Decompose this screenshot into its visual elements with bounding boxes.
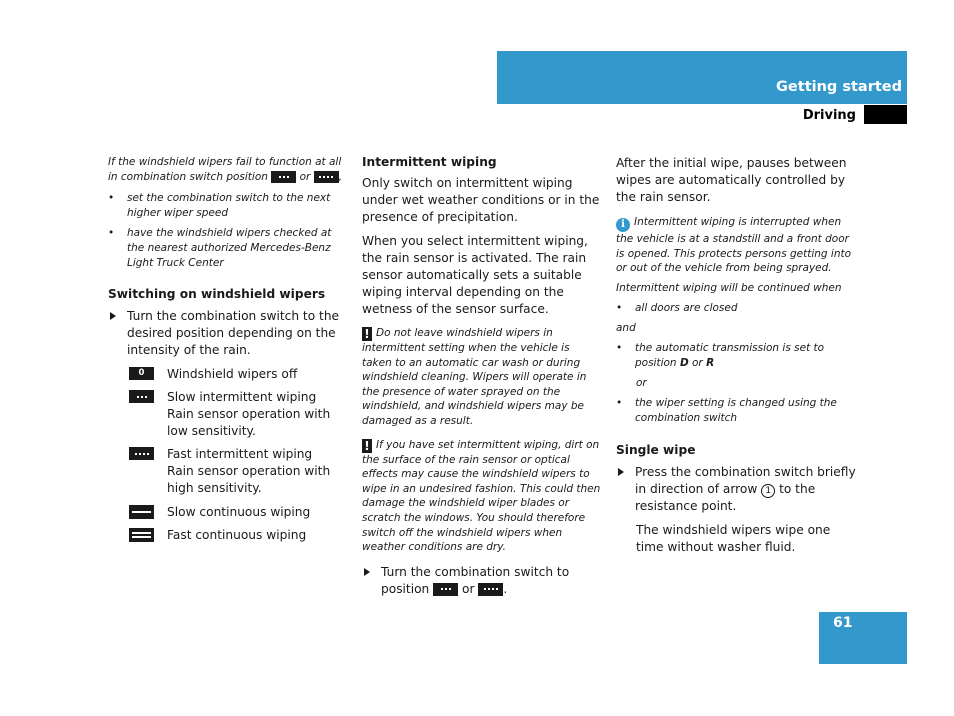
warning-note: ! If you have set intermittent wiping, dirt on the surface of the rain sensor or optical effects may cause the windshield wipers to wipe in an undesired fashion. This could then damage the windshield wiper blades or scratch the windows. You should therefore switch off the windshield wipers when weather conditions are dry. bbox=[362, 438, 601, 554]
instruction-step: Turn the combination switch to the desired position depending on the intensity of the rain. bbox=[108, 308, 346, 359]
slow-intermittent-symbol bbox=[271, 171, 296, 183]
info-note: i Intermittent wiping is interrupted when the vehicle is at a standstill and a front door is opened. This protects persons getting into or out of the vehicle from being sprayed. bbox=[616, 216, 852, 275]
paragraph: When you select intermittent wiping, the rain sensor is activated. The rain sensor automatically sets a suitable wiping interval depending on the wetness of the sensor surface. bbox=[362, 234, 588, 316]
header-band bbox=[497, 51, 907, 104]
column-3 bbox=[616, 155, 856, 556]
column-1 bbox=[108, 155, 346, 544]
position-row: Fast continuous wiping bbox=[108, 527, 346, 544]
note-text: and bbox=[616, 321, 636, 334]
paragraph: Only switch on intermittent wiping under wet weather conditions or in the presence of precipitation. bbox=[362, 176, 600, 224]
arrow-number-icon: 1 bbox=[761, 484, 775, 498]
position-row: Slow intermittent wiping Rain sensor operation with low sensitivity. bbox=[108, 389, 346, 440]
list-item: • the wiper setting is changed using the combination switch bbox=[616, 396, 856, 426]
subsection-title: Driving bbox=[802, 108, 856, 123]
instruction-step: Press the combination switch briefly in direction of arrow 1 to the resistance point. bbox=[616, 464, 856, 515]
off-symbol: 0 bbox=[129, 367, 154, 380]
slow-continuous-symbol bbox=[129, 505, 154, 519]
fast-intermittent-symbol bbox=[129, 447, 154, 460]
list-item: • all doors are closed bbox=[616, 301, 856, 316]
section-heading: Intermittent wiping bbox=[362, 155, 497, 169]
subsection-marker bbox=[864, 105, 907, 124]
section-title: Getting started bbox=[776, 79, 902, 95]
paragraph: After the initial wipe, pauses between wipes are automatically controlled by the rain sensor. bbox=[616, 156, 847, 204]
position-row: Slow continuous wiping bbox=[108, 504, 346, 521]
intro-note: If the windshield wipers fail to function at all in combination switch position or , bbox=[108, 156, 343, 183]
warning-note: ! Do not leave windshield wipers in intermittent setting when the vehicle is taken to an automatic car wash or during windshield cleaning. Wipers will operate in the presence of water sprayed on the windshield, and windshield wipers may be damaged as a result. bbox=[362, 327, 587, 427]
column-2 bbox=[362, 155, 602, 598]
slow-intermittent-symbol bbox=[433, 583, 458, 596]
info-icon: i bbox=[616, 218, 630, 232]
instruction-step: Turn the combination switch to position or . bbox=[362, 564, 602, 598]
warning-icon: ! bbox=[362, 327, 372, 341]
section-heading: Single wipe bbox=[616, 442, 696, 457]
list-item: • set the combination switch to the next higher wiper speed bbox=[108, 191, 346, 221]
position-row: Fast intermittent wiping Rain sensor operation with high sensitivity. bbox=[108, 446, 346, 497]
position-row: 0 Windshield wipers off bbox=[108, 366, 346, 383]
list-item: • the automatic transmission is set to position D or R bbox=[616, 341, 856, 371]
fast-intermittent-symbol bbox=[314, 171, 339, 183]
warning-icon: ! bbox=[362, 439, 372, 453]
page-number: 61 bbox=[833, 615, 853, 631]
list-item: • have the windshield wipers checked at the nearest authorized Mercedes-Benz Light Truck Center bbox=[108, 226, 346, 271]
note-text: Intermittent wiping will be continued when bbox=[616, 281, 842, 294]
slow-intermittent-symbol bbox=[129, 390, 154, 403]
section-heading: Switching on windshield wipers bbox=[108, 287, 326, 301]
fast-intermittent-symbol bbox=[478, 583, 503, 596]
fast-continuous-symbol bbox=[129, 528, 154, 542]
note-text: or bbox=[636, 376, 647, 389]
paragraph: The windshield wipers wipe one time without washer fluid. bbox=[636, 522, 831, 554]
